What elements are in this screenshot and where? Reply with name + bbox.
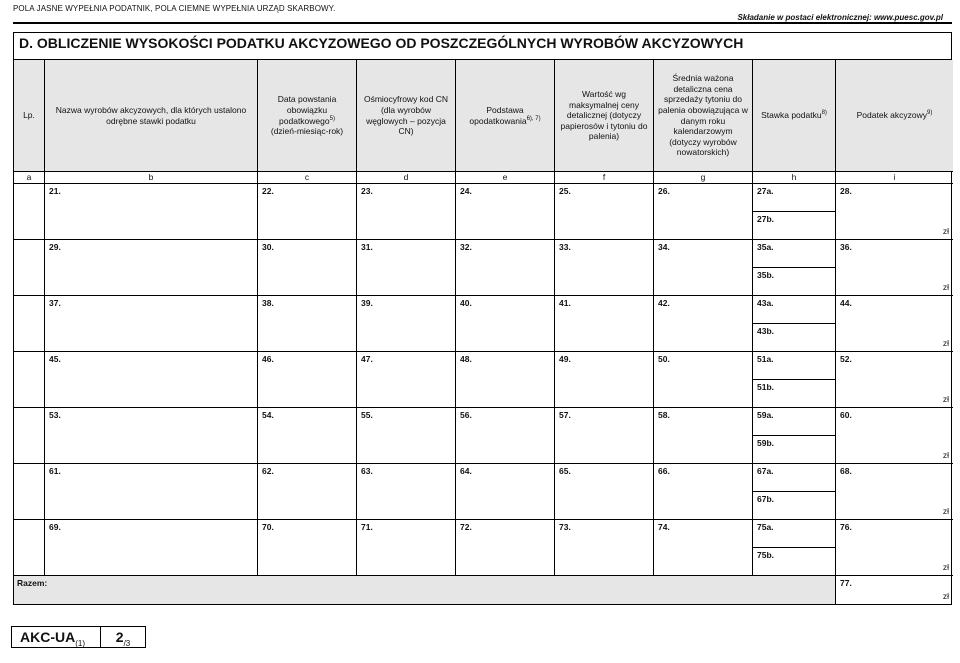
column-header-b xyxy=(45,60,258,172)
field-b-cell[interactable] xyxy=(45,184,258,240)
column-header-label-i: Podatek akcyzowy xyxy=(856,110,928,121)
field-number: 59a. xyxy=(757,410,774,420)
field-f-cell[interactable] xyxy=(555,464,654,520)
field-stawka-a-cell[interactable] xyxy=(753,184,836,212)
field-number: 60. xyxy=(840,410,852,420)
field-podatek-cell[interactable] xyxy=(836,464,953,520)
field-e-cell[interactable] xyxy=(456,184,555,240)
column-header-footnote-c: 5) xyxy=(329,115,335,122)
column-letter-h: h xyxy=(753,172,836,184)
currency-label: zł xyxy=(942,394,949,404)
field-number: 33. xyxy=(559,242,571,252)
field-number: 25. xyxy=(559,186,571,196)
field-number: 29. xyxy=(49,242,61,252)
field-number: 66. xyxy=(658,466,670,476)
fill-instructions-note: POLA JASNE WYPEŁNIA PODATNIK, POLA CIEMNE WYPEŁNIA URZĄD SKARBOWY. xyxy=(13,4,336,13)
field-number: 41. xyxy=(559,298,571,308)
field-stawka-a-cell[interactable] xyxy=(753,520,836,548)
field-number: 57. xyxy=(559,410,571,420)
field-d-cell[interactable] xyxy=(357,296,456,352)
field-number: 45. xyxy=(49,354,61,364)
field-f-cell[interactable] xyxy=(555,240,654,296)
column-letter-a: a xyxy=(14,172,45,184)
field-number: 61. xyxy=(49,466,61,476)
column-letter-i: i xyxy=(836,172,953,184)
row-lp-cell[interactable] xyxy=(14,184,45,240)
currency-label: zł xyxy=(942,450,949,460)
currency-label: zł xyxy=(942,562,949,572)
field-b-cell[interactable] xyxy=(45,296,258,352)
field-stawka-b-cell[interactable] xyxy=(753,548,836,576)
column-header-text-d xyxy=(360,94,452,137)
field-number: 56. xyxy=(460,410,472,420)
column-header-label-b: Nazwa wyrobów akcyzowych, dla których ustalono odrębne stawki podatku xyxy=(55,104,247,126)
field-d-cell[interactable] xyxy=(357,184,456,240)
field-c-cell[interactable] xyxy=(258,408,357,464)
electronic-submission-note: Składanie w postaci elektronicznej: www.puesc.gov.pl xyxy=(737,13,943,22)
field-stawka-a-cell[interactable] xyxy=(753,296,836,324)
column-letter-c: c xyxy=(258,172,357,184)
field-e-cell[interactable] xyxy=(456,464,555,520)
field-stawka-a-cell[interactable] xyxy=(753,240,836,268)
column-header-footnote-h: 8) xyxy=(821,110,827,117)
row-lp-cell[interactable] xyxy=(14,240,45,296)
field-f-cell[interactable] xyxy=(555,296,654,352)
field-number: 75b. xyxy=(757,550,775,560)
field-f-cell[interactable] xyxy=(555,408,654,464)
column-header-label-f: Wartość wg maksymalnej ceny detalicznej (dotyczy papierosów i tytoniu do palenia) xyxy=(560,88,648,142)
field-number: 50. xyxy=(658,354,670,364)
section-d-form xyxy=(13,32,952,605)
field-number: 37. xyxy=(49,298,61,308)
field-number: 38. xyxy=(262,298,274,308)
field-number: 47. xyxy=(361,354,373,364)
field-number: 36. xyxy=(840,242,852,252)
field-g-cell[interactable] xyxy=(654,464,753,520)
form-variant: (1) xyxy=(75,638,85,648)
total-label: Razem: xyxy=(17,578,48,588)
total-tax-cell[interactable] xyxy=(836,576,953,604)
column-header-label-g: Średnia ważona detaliczna cena sprzedaży tytoniu do palenia obowiązująca w danym roku kalendarzowym (dotyczy wyrobów nowatorskich) xyxy=(658,73,748,158)
field-g-cell[interactable] xyxy=(654,296,753,352)
field-stawka-b-cell[interactable] xyxy=(753,212,836,240)
field-g-cell[interactable] xyxy=(654,520,753,576)
field-e-cell[interactable] xyxy=(456,296,555,352)
column-header-d xyxy=(357,60,456,172)
column-header-text-b xyxy=(48,105,254,126)
column-letter-b: b xyxy=(45,172,258,184)
currency-label: zł xyxy=(942,338,949,348)
field-number: 73. xyxy=(559,522,571,532)
column-header-a xyxy=(14,60,45,172)
field-number: 43b. xyxy=(757,326,775,336)
field-podatek-cell[interactable] xyxy=(836,352,953,408)
field-podatek-cell[interactable] xyxy=(836,408,953,464)
field-number: 30. xyxy=(262,242,274,252)
field-stawka-b-cell[interactable] xyxy=(753,268,836,296)
currency-label: zł xyxy=(942,282,949,292)
page-number xyxy=(101,627,145,647)
field-e-cell[interactable] xyxy=(456,408,555,464)
column-header-f xyxy=(555,60,654,172)
field-f-cell[interactable] xyxy=(555,184,654,240)
field-stawka-b-cell[interactable] xyxy=(753,492,836,520)
field-number: 43a. xyxy=(757,298,774,308)
field-number: 59b. xyxy=(757,438,775,448)
field-number: 74. xyxy=(658,522,670,532)
row-lp-cell[interactable] xyxy=(14,296,45,352)
column-header-label-c: Data powstania obowiązku podatkowego xyxy=(277,94,337,126)
field-podatek-cell[interactable] xyxy=(836,520,953,576)
field-number: 27b. xyxy=(757,214,775,224)
field-number: 68. xyxy=(840,466,852,476)
column-header-text-f xyxy=(558,89,650,142)
form-footer xyxy=(11,626,146,648)
field-number: 65. xyxy=(559,466,571,476)
field-number: 49. xyxy=(559,354,571,364)
field-podatek-cell[interactable] xyxy=(836,240,953,296)
column-header-label-a: Lp. xyxy=(23,110,35,121)
column-letter-g: g xyxy=(654,172,753,184)
column-header-format-c: (dzień-miesiąc-rok) xyxy=(270,126,344,137)
field-stawka-a-cell[interactable] xyxy=(753,352,836,380)
column-header-e xyxy=(456,60,555,172)
column-header-g xyxy=(654,60,753,172)
field-c-cell[interactable] xyxy=(258,520,357,576)
field-f-cell[interactable] xyxy=(555,520,654,576)
row-lp-cell[interactable] xyxy=(14,352,45,408)
field-g-cell[interactable] xyxy=(654,184,753,240)
field-number: 39. xyxy=(361,298,373,308)
field-f-cell[interactable] xyxy=(555,352,654,408)
field-number: 21. xyxy=(49,186,61,196)
header-rule xyxy=(13,22,952,24)
field-number: 51a. xyxy=(757,354,774,364)
column-header-text-e xyxy=(459,105,551,126)
row-lp-cell[interactable] xyxy=(14,408,45,464)
field-number: 31. xyxy=(361,242,373,252)
column-header-text-g xyxy=(657,73,749,158)
row-lp-cell[interactable] xyxy=(14,520,45,576)
field-number: 35a. xyxy=(757,242,774,252)
field-number: 52. xyxy=(840,354,852,364)
field-number: 67a. xyxy=(757,466,774,476)
field-number: 26. xyxy=(658,186,670,196)
field-number: 42. xyxy=(658,298,670,308)
field-number: 44. xyxy=(840,298,852,308)
column-header-text-i xyxy=(857,110,933,121)
field-number: 64. xyxy=(460,466,472,476)
field-e-cell[interactable] xyxy=(456,352,555,408)
field-b-cell[interactable] xyxy=(45,352,258,408)
currency-label: zł xyxy=(942,226,949,236)
field-stawka-b-cell[interactable] xyxy=(753,380,836,408)
field-c-cell[interactable] xyxy=(258,184,357,240)
column-header-label-e: Podstawa opodatkowania xyxy=(469,104,527,126)
field-number: 51b. xyxy=(757,382,775,392)
field-c-cell[interactable] xyxy=(258,352,357,408)
page-current: 2 xyxy=(115,629,124,645)
field-number: 76. xyxy=(840,522,852,532)
field-e-cell[interactable] xyxy=(456,240,555,296)
field-b-cell[interactable] xyxy=(45,408,258,464)
row-lp-cell[interactable] xyxy=(14,464,45,520)
column-header-footnote-i: 9) xyxy=(927,110,933,117)
total-label-cell xyxy=(14,576,836,604)
field-number: 67b. xyxy=(757,494,775,504)
field-d-cell[interactable] xyxy=(357,520,456,576)
currency-label: zł xyxy=(942,591,949,601)
field-g-cell[interactable] xyxy=(654,352,753,408)
field-e-cell[interactable] xyxy=(456,520,555,576)
column-header-footnote-e: 6), 7) xyxy=(526,115,541,122)
field-number: 63. xyxy=(361,466,373,476)
column-letter-f: f xyxy=(555,172,654,184)
field-c-cell[interactable] xyxy=(258,464,357,520)
field-stawka-a-cell[interactable] xyxy=(753,408,836,436)
field-number: 40. xyxy=(460,298,472,308)
column-header-label-h: Stawka podatku xyxy=(761,110,822,121)
field-g-cell[interactable] xyxy=(654,240,753,296)
field-c-cell[interactable] xyxy=(258,240,357,296)
field-podatek-cell[interactable] xyxy=(836,184,953,240)
column-header-label-d: Ośmiocyfrowy kod CN (dla wyrobów węglowych – pozycja CN) xyxy=(363,94,449,137)
field-number: 24. xyxy=(460,186,472,196)
field-stawka-a-cell[interactable] xyxy=(753,464,836,492)
field-number: 23. xyxy=(361,186,373,196)
field-number: 54. xyxy=(262,410,274,420)
currency-label: zł xyxy=(942,506,949,516)
field-number: 62. xyxy=(262,466,274,476)
field-d-cell[interactable] xyxy=(357,240,456,296)
field-number: 35b. xyxy=(757,270,775,280)
field-b-cell[interactable] xyxy=(45,240,258,296)
column-header-text-a xyxy=(23,110,35,121)
field-podatek-cell[interactable] xyxy=(836,296,953,352)
field-number: 53. xyxy=(49,410,61,420)
field-number: 75a. xyxy=(757,522,774,532)
field-number: 32. xyxy=(460,242,472,252)
field-number: 71. xyxy=(361,522,373,532)
field-number: 72. xyxy=(460,522,472,532)
field-number: 58. xyxy=(658,410,670,420)
field-number: 77. xyxy=(840,578,852,588)
field-b-cell[interactable] xyxy=(45,464,258,520)
field-d-cell[interactable] xyxy=(357,352,456,408)
column-header-text-c xyxy=(261,94,353,137)
field-number: 46. xyxy=(262,354,274,364)
field-stawka-b-cell[interactable] xyxy=(753,324,836,352)
form-code-text: AKC-UA xyxy=(20,629,76,645)
column-header-h xyxy=(753,60,836,172)
column-header-i xyxy=(836,60,953,172)
column-header-c xyxy=(258,60,357,172)
column-letter-e: e xyxy=(456,172,555,184)
field-number: 48. xyxy=(460,354,472,364)
column-header-text-h xyxy=(761,110,827,121)
field-number: 70. xyxy=(262,522,274,532)
field-d-cell[interactable] xyxy=(357,408,456,464)
field-number: 34. xyxy=(658,242,670,252)
field-number: 55. xyxy=(361,410,373,420)
field-number: 27a. xyxy=(757,186,774,196)
field-b-cell[interactable] xyxy=(45,520,258,576)
page-total: /3 xyxy=(123,638,131,648)
field-g-cell[interactable] xyxy=(654,408,753,464)
form-code xyxy=(12,627,101,647)
field-d-cell[interactable] xyxy=(357,464,456,520)
field-number: 28. xyxy=(840,186,852,196)
section-title: D. OBLICZENIE WYSOKOŚCI PODATKU AKCYZOWEGO OD POSZCZEGÓLNYCH WYROBÓW AKCYZOWYCH xyxy=(14,33,951,60)
column-letter-d: d xyxy=(357,172,456,184)
field-stawka-b-cell[interactable] xyxy=(753,436,836,464)
field-c-cell[interactable] xyxy=(258,296,357,352)
field-number: 22. xyxy=(262,186,274,196)
field-number: 69. xyxy=(49,522,61,532)
